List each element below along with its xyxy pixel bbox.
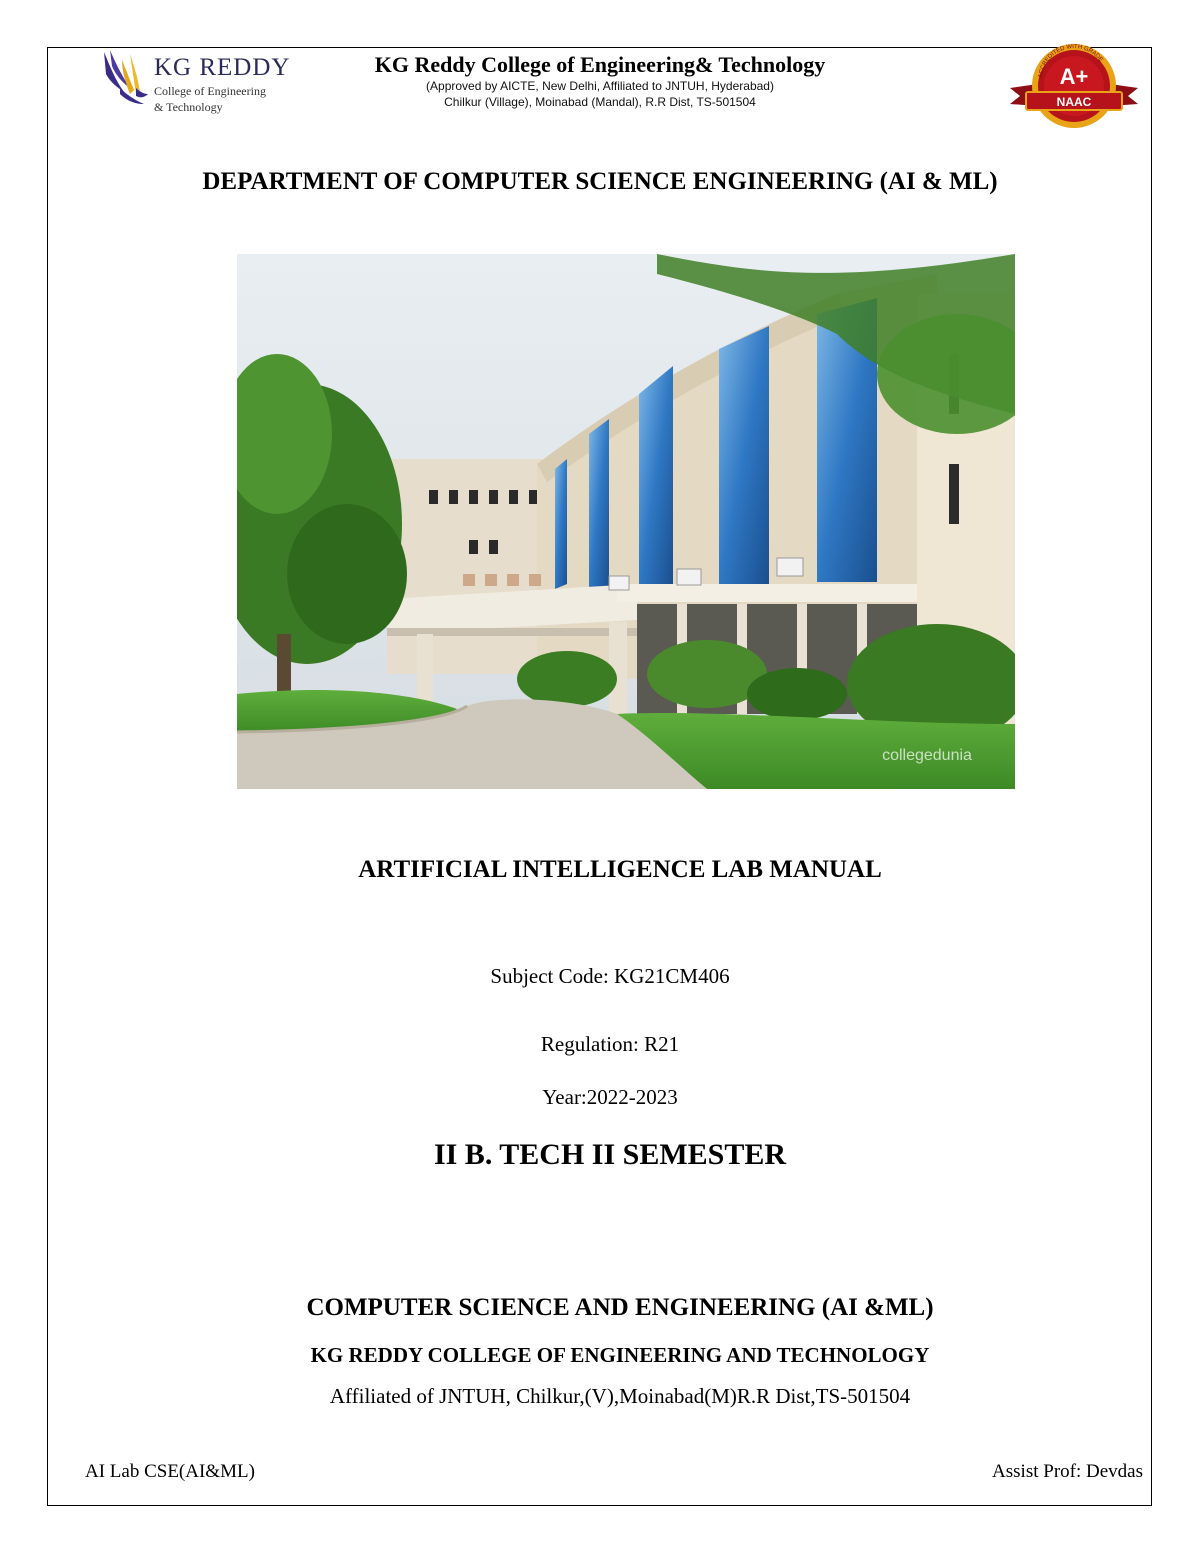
naac-grade: A+ <box>1059 64 1089 89</box>
eagle-logo-icon <box>100 48 152 106</box>
campus-photo <box>237 254 1015 789</box>
subject-code: Subject Code: KG21CM406 <box>490 964 730 988</box>
college-logo <box>100 48 300 118</box>
header-block <box>300 52 900 110</box>
naac-badge <box>1008 40 1140 130</box>
naac-ring-text: ACCREDITED WITH GRADE <box>1038 43 1104 79</box>
approval-line: (Approved by AICTE, New Delhi, Affiliated to JNTUH, Hyderabad) <box>426 79 774 93</box>
naac-label: NAAC <box>1056 95 1092 109</box>
regulation: Regulation: R21 <box>540 1032 680 1056</box>
manual-title: ARTIFICIAL INTELLIGENCE LAB MANUAL <box>358 856 882 883</box>
footer-dept: COMPUTER SCIENCE AND ENGINEERING (AI &ML) <box>306 1294 934 1321</box>
logo-name: KG REDDY <box>154 54 291 81</box>
logo-subtitle-line1: College of Engineering <box>154 84 266 98</box>
academic-year: Year:2022-2023 <box>542 1085 678 1109</box>
footer-affiliation: Affiliated of JNTUH, Chilkur,(V),Moinabad(M)R.R Dist,TS-501504 <box>329 1384 911 1408</box>
semester-title: II B. TECH II SEMESTER <box>433 1138 787 1171</box>
department-title: DEPARTMENT OF COMPUTER SCIENCE ENGINEERING (AI & ML) <box>202 168 998 195</box>
page-footer-left: AI Lab CSE(AI&ML) <box>85 1461 255 1482</box>
logo-subtitle-line2: & Technology <box>154 100 223 114</box>
address-line: Chilkur (Village), Moinabad (Mandal), R.R Dist, TS-501504 <box>444 95 756 109</box>
college-title: KG Reddy College of Engineering& Technology <box>374 52 826 77</box>
footer-college: KG REDDY COLLEGE OF ENGINEERING AND TECHNOLOGY <box>310 1343 930 1367</box>
naac-seal-icon <box>1008 40 1140 130</box>
photo-watermark: collegedunia <box>882 747 972 764</box>
page-footer-right: Assist Prof: Devdas <box>992 1461 1143 1482</box>
